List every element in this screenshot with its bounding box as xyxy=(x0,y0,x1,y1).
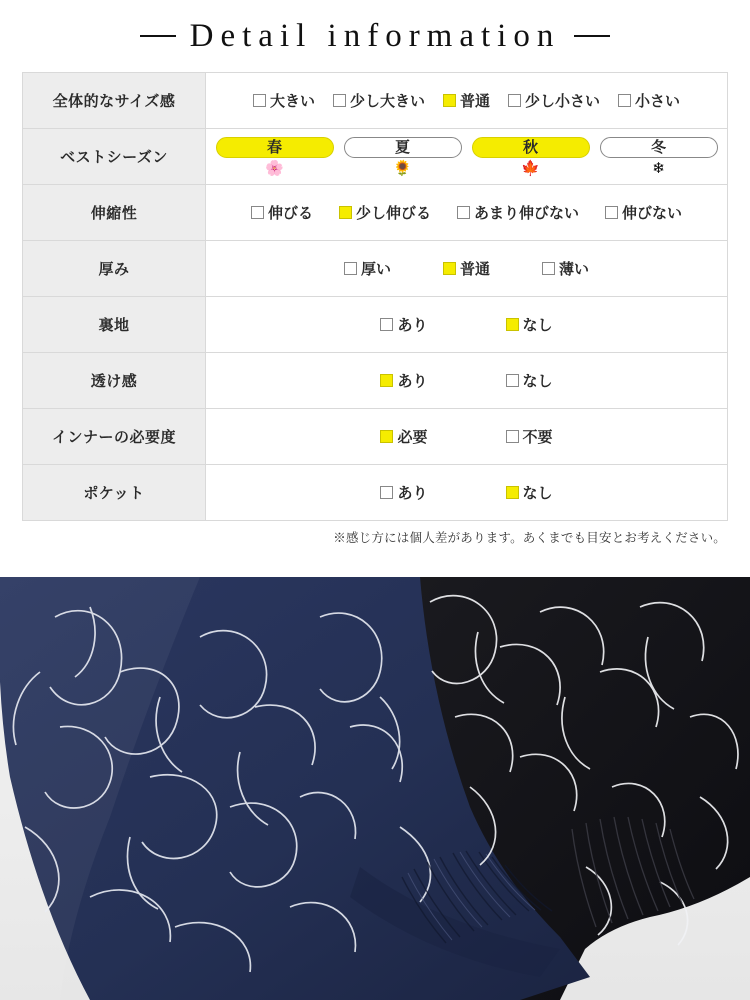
option-item[interactable] xyxy=(333,90,425,111)
option-label: 大きい xyxy=(269,93,315,110)
table-row xyxy=(23,241,728,297)
row-value xyxy=(206,185,728,241)
option-group xyxy=(206,426,727,447)
option-label: 普通 xyxy=(459,93,490,110)
row-value xyxy=(206,297,728,353)
spec-table xyxy=(22,72,728,521)
checkbox-icon[interactable] xyxy=(506,318,519,331)
checkbox-icon[interactable] xyxy=(380,430,393,443)
row-value xyxy=(206,465,728,521)
checkbox-icon[interactable] xyxy=(443,94,456,107)
option-item[interactable] xyxy=(443,258,490,279)
season-item-winter[interactable] xyxy=(600,137,718,177)
option-item[interactable] xyxy=(508,90,600,111)
table-row xyxy=(23,129,728,185)
checkbox-icon[interactable] xyxy=(506,374,519,387)
option-label: あり xyxy=(397,317,428,334)
row-value xyxy=(206,241,728,297)
option-item[interactable] xyxy=(443,90,490,111)
checkbox-icon[interactable] xyxy=(443,262,456,275)
option-label: あり xyxy=(397,485,428,502)
option-group xyxy=(206,90,727,111)
maple-leaf-icon: 🍁 xyxy=(521,159,540,177)
option-item[interactable] xyxy=(506,370,553,391)
option-group xyxy=(206,258,727,279)
option-label: あまり伸びない xyxy=(474,205,580,222)
product-photo-illustration xyxy=(0,577,750,1000)
row-label: インナーの必要度 xyxy=(23,409,206,465)
option-group xyxy=(206,314,727,335)
option-group xyxy=(206,202,727,223)
checkbox-icon[interactable] xyxy=(380,486,393,499)
cherry-blossom-icon: 🌸 xyxy=(265,159,284,177)
row-label: 厚み xyxy=(23,241,206,297)
checkbox-icon[interactable] xyxy=(253,94,266,107)
option-item[interactable] xyxy=(380,482,427,503)
option-item[interactable] xyxy=(605,202,682,223)
option-item[interactable] xyxy=(457,202,579,223)
option-label: 伸びる xyxy=(267,205,313,222)
table-row xyxy=(23,297,728,353)
option-item[interactable] xyxy=(380,426,427,447)
option-label: なし xyxy=(522,373,553,390)
checkbox-icon[interactable] xyxy=(380,374,393,387)
checkbox-icon[interactable] xyxy=(605,206,618,219)
checkbox-icon[interactable] xyxy=(339,206,352,219)
option-group xyxy=(206,370,727,391)
option-item[interactable] xyxy=(506,426,553,447)
row-label: 透け感 xyxy=(23,353,206,409)
season-label[interactable]: 春 xyxy=(216,137,334,158)
row-label: ベストシーズン xyxy=(23,129,206,185)
season-label[interactable]: 夏 xyxy=(344,137,462,158)
product-photo xyxy=(0,577,750,1000)
spec-table-body xyxy=(23,73,728,521)
row-label: 伸縮性 xyxy=(23,185,206,241)
title-rule-left xyxy=(140,35,176,37)
table-row xyxy=(23,73,728,129)
option-item[interactable] xyxy=(344,258,391,279)
disclaimer-note: ※感じ方には個人差があります。あくまでも目安とお考えください。 xyxy=(333,531,726,545)
season-group xyxy=(206,133,727,181)
checkbox-icon[interactable] xyxy=(508,94,521,107)
season-label[interactable]: 秋 xyxy=(472,137,590,158)
option-label: 薄い xyxy=(559,261,590,278)
option-item[interactable] xyxy=(380,314,427,335)
option-group xyxy=(206,482,727,503)
table-row xyxy=(23,353,728,409)
row-value xyxy=(206,409,728,465)
checkbox-icon[interactable] xyxy=(380,318,393,331)
checkbox-icon[interactable] xyxy=(506,486,519,499)
option-label: 伸びない xyxy=(622,205,683,222)
table-row xyxy=(23,465,728,521)
row-label: ポケット xyxy=(23,465,206,521)
option-label: 必要 xyxy=(397,429,428,446)
row-value xyxy=(206,353,728,409)
page-title xyxy=(0,0,750,72)
option-label: 少し小さい xyxy=(525,93,601,110)
title-rule-right xyxy=(574,35,610,37)
page-title-text: Detail information xyxy=(189,17,561,54)
row-value xyxy=(206,73,728,129)
option-item[interactable] xyxy=(542,258,589,279)
option-item[interactable] xyxy=(506,314,553,335)
checkbox-icon[interactable] xyxy=(344,262,357,275)
season-item-autumn[interactable] xyxy=(472,137,590,177)
table-row xyxy=(23,185,728,241)
checkbox-icon[interactable] xyxy=(251,206,264,219)
checkbox-icon[interactable] xyxy=(618,94,631,107)
row-label: 全体的なサイズ感 xyxy=(23,73,206,129)
season-item-spring[interactable] xyxy=(216,137,334,177)
option-item[interactable] xyxy=(251,202,313,223)
option-item[interactable] xyxy=(618,90,680,111)
snowflake-icon: ❄ xyxy=(652,159,665,177)
option-label: 不要 xyxy=(522,429,553,446)
option-label: 少し伸びる xyxy=(355,205,431,222)
option-item[interactable] xyxy=(339,202,431,223)
sunflower-icon: 🌻 xyxy=(393,159,412,177)
option-label: 少し大きい xyxy=(349,93,425,110)
checkbox-icon[interactable] xyxy=(506,430,519,443)
option-label: なし xyxy=(522,317,553,334)
option-label: 小さい xyxy=(635,93,681,110)
checkbox-icon[interactable] xyxy=(333,94,346,107)
option-label: 普通 xyxy=(459,261,490,278)
option-label: あり xyxy=(397,373,428,390)
option-item[interactable] xyxy=(506,482,553,503)
table-row xyxy=(23,409,728,465)
checkbox-icon[interactable] xyxy=(457,206,470,219)
option-item[interactable] xyxy=(253,90,315,111)
checkbox-icon[interactable] xyxy=(542,262,555,275)
row-value xyxy=(206,129,728,185)
option-item[interactable] xyxy=(380,370,427,391)
season-label[interactable]: 冬 xyxy=(600,137,718,158)
row-label: 裏地 xyxy=(23,297,206,353)
option-label: なし xyxy=(522,485,553,502)
season-item-summer[interactable] xyxy=(344,137,462,177)
option-label: 厚い xyxy=(360,261,391,278)
